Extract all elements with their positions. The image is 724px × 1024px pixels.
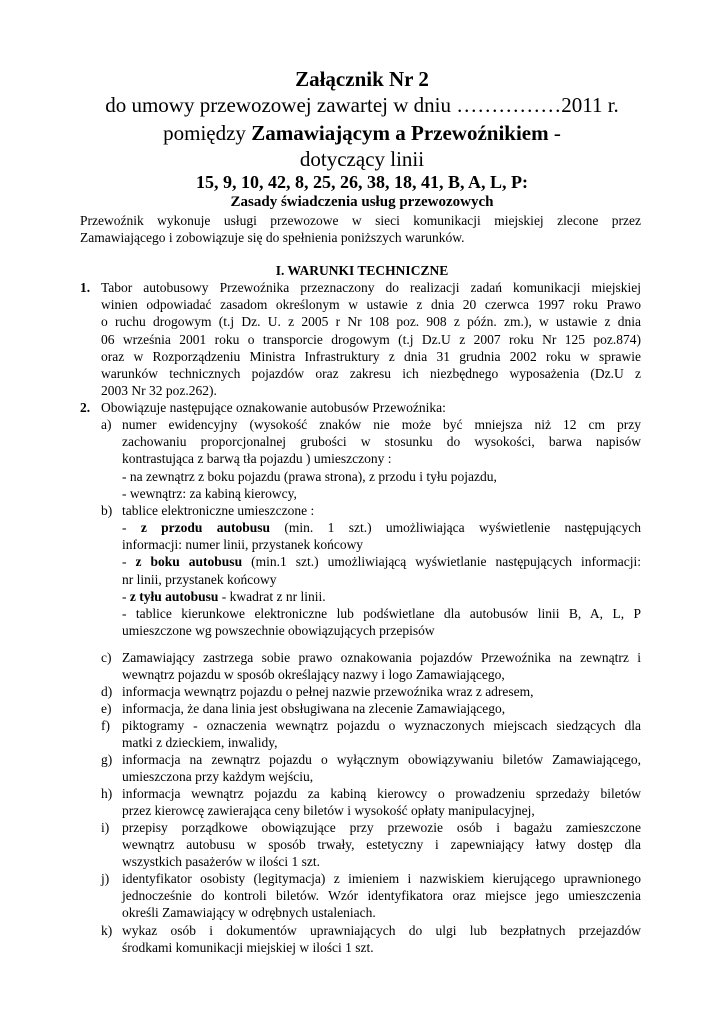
intro-line-1: Przewoźnik wykonuje usługi przewozowe w sieci komunikacji miejskiej zlecone przez [80, 213, 641, 228]
item-2b-intro: tablice elektroniczne umieszczone : [122, 503, 315, 518]
item-2k-letter: k) [101, 923, 113, 938]
rear-bold: z tyłu autobusu [129, 588, 219, 604]
item-2a-line: - na zewnątrz z boku pojazdu (prawa strona), z przodu i tyłu pojazdu, [122, 468, 497, 484]
boards-line-2: umieszczone wg powszechnie obowiązujących przepisów [122, 623, 435, 639]
item-2f-letter: f) [101, 718, 110, 733]
item-2a-text [122, 416, 641, 502]
item-2g-text [122, 751, 641, 785]
item-2j-text [122, 870, 641, 922]
side-board-line-2: nr linii, przystanek końcowy [122, 571, 277, 587]
item-2h-text [122, 785, 641, 819]
section-title: I. WARUNKI TECHNICZNE [275, 263, 449, 278]
side-rest: (min.1 szt.) umożliwiającą wyświetlanie następujących informacji: [242, 554, 641, 570]
rear-board-line [122, 588, 641, 605]
front-board-line-2: informacji: numer linii, przystanek końcowy [122, 537, 364, 553]
item-1-line: oraz w Rozporządzeniu Ministra Infrastruktury z dnia 31 grudnia 2002 roku w sprawie [101, 348, 641, 364]
item-2f-line: matki z dzieckiem, inwalidy, [122, 735, 278, 751]
item-2a-line: numer ewidencyjny (wysokość znaków nie może być mniejsza niż 12 cm przy [122, 417, 641, 432]
item-2-number: 2. [80, 400, 91, 415]
item-2j-letter: j) [101, 871, 110, 886]
front-rest: (min. 1 szt.) umożliwiająca wyświetlenie następujących [270, 520, 641, 535]
item-1-line: warunków technicznych pojazdów oraz zakresu ich niezbędnego wyposażenia (Dz.U z [101, 366, 641, 382]
item-2c-text [122, 649, 641, 683]
item-2g-line: informacja na zewnątrz pojazdu o wyłącznym obowiązywaniu biletów Zamawiającego, [122, 752, 641, 767]
lines-list: 15, 9, 10, 42, 8, 25, 26, 38, 18, 41, B, A, L, P: [195, 172, 528, 192]
item-2i-line: wewnątrz autobusu w sposób trwały, estetyczny i zapewniający łatwy dostęp dla [122, 837, 641, 853]
item-2h-letter: h) [101, 786, 113, 801]
front-board-line-1 [122, 519, 641, 536]
item-2g-letter: g) [101, 752, 113, 767]
item-2e-line: informacja, że dana linia jest obsługiwana na zlecenie Zamawiającego, [122, 701, 506, 716]
item-2c-letter: c) [101, 650, 112, 665]
item-2j-line: określi Zamawiający w odrębnych ustaleniach. [122, 905, 376, 921]
item-2j-line: jednocześnie do kontroli biletów. Wzór identyfikatora oraz miejsce jego umieszczenia [122, 888, 641, 904]
item-1-line: 2003 Nr 32 poz.262). [101, 383, 217, 399]
item-2h-line: informacja wewnątrz pojazdu za kabiną kierowcy o prowadzeniu sprzedaży biletów [122, 786, 641, 801]
side-board-line-1 [122, 553, 641, 570]
item-2b-front [122, 519, 641, 639]
parties-prefix: pomiędzy [163, 121, 252, 145]
item-2-intro: Obowiązuje następujące oznakowanie autobusów Przewoźnika: [101, 400, 446, 415]
item-1-line: 06 września 2001 roku o transporcie drogowym (t.j Dz.U z 2007 roku Nr 125 poz.874) [101, 331, 641, 347]
item-2f-text [122, 717, 641, 751]
item-2a-letter: a) [101, 417, 112, 432]
item-1-text [101, 279, 641, 399]
item-2d-line: informacja wewnątrz pojazdu o pełnej nazwie przewoźnika wraz z adresem, [122, 684, 534, 699]
contract-line: do umowy przewozowej zawartej w dniu ……………2011 r. [105, 93, 619, 117]
item-2i-text [122, 819, 641, 871]
item-2i-letter: i) [101, 820, 110, 835]
front-prefix: - [122, 520, 141, 535]
item-2k-line: środkami komunikacji miejskiej w ilości 1 szt. [122, 940, 374, 956]
item-2f-line: piktogramy - oznaczenia wewnątrz pojazdu o wyznaczonych miejscach siedzących dla [122, 718, 641, 733]
item-2a-line: kontrastująca z barwą tła pojazdu ) umieszczony : [122, 451, 392, 467]
item-1-line: winien odpowiadać zasadom określonym w ustawie z dnia 20 czerwca 1997 roku Prawo [101, 297, 641, 313]
item-2d-letter: d) [101, 684, 113, 699]
intro-line-2: Zamawiającego i zobowiązuje się do spełnienia poniższych warunków. [80, 230, 465, 245]
item-2a-line: - wewnątrz: za kabiną kierowcy, [122, 485, 297, 501]
item-2g-line: umieszczona przy każdym wejściu, [122, 769, 314, 785]
parties-line [0, 119, 724, 147]
subtitle: Zasady świadczenia usług przewozowych [230, 194, 494, 210]
item-2h-line: przez kierowcę zawierająca ceny biletów i wysokość opłaty manipulacyjnej, [122, 803, 535, 819]
item-2c-line: Zamawiający zastrzega sobie prawo oznakowania pojazdów Przewoźnika na zewnątrz i [122, 650, 641, 665]
front-bold: z przodu autobusu [140, 520, 271, 535]
parties-suffix: - [548, 121, 561, 145]
parties-bold: Zamawiającym a Przewoźnikiem [251, 121, 549, 145]
item-1-line: Tabor autobusowy Przewoźnika przeznaczony do realizacji zadań komunikacji miejskiej [101, 280, 641, 295]
item-2e-letter: e) [101, 701, 112, 716]
item-2a-line: zachowaniu proporcjonalnej grubości w stosunku do wysokości, barwa napisów [122, 434, 641, 450]
item-1-line: o ruchu drogowym (t.j Dz. U. z 2005 r Nr 108 poz. 908 z późn. zm.), w ustawie z dnia [101, 314, 641, 330]
item-2i-line: przepisy porządkowe obowiązujące przy przewozie osób i bagażu zamieszczone [122, 820, 641, 835]
item-2k-line: wykaz osób i dokumentów uprawniających do ulgi lub bezpłatnych przejazdów [122, 923, 641, 938]
lines-heading: dotyczący linii [299, 147, 425, 171]
item-2k-text [122, 922, 641, 956]
annex-title: Załącznik Nr 2 [295, 67, 429, 91]
item-2c-line: wewnątrz pojazdu w sposób określający nazwy i logo Zamawiającego, [122, 667, 505, 683]
item-2i-line: wszystkich pasażerów w ilości 1 szt. [122, 854, 320, 870]
item-2b-letter: b) [101, 503, 113, 518]
side-bold: z boku autobusu [135, 554, 243, 570]
rear-rest: - kwadrat z nr linii. [218, 588, 326, 604]
item-1-number: 1. [80, 280, 91, 295]
boards-line-1: - tablice kierunkowe elektroniczne lub podświetlane dla autobusów linii B, A, L, P [122, 606, 641, 622]
side-prefix: - [122, 554, 136, 570]
rear-prefix: - [122, 588, 130, 604]
item-2j-line: identyfikator osobisty (legitymacja) z imieniem i nazwiskiem kierującego uprawnionego [122, 871, 641, 886]
